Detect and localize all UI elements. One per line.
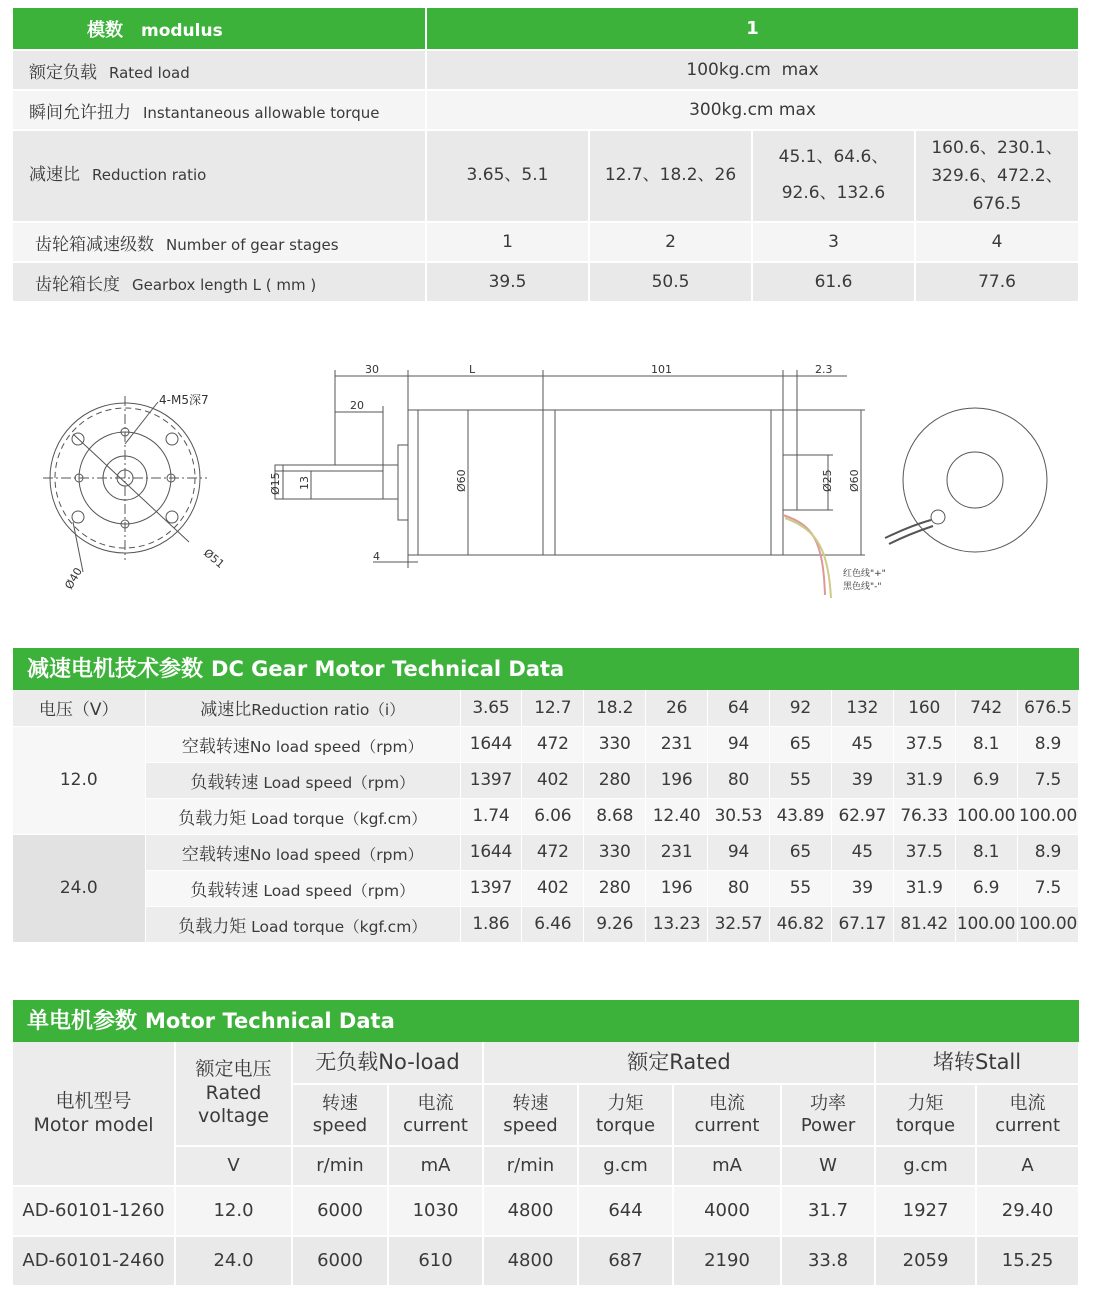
value-cell: 30.53 — [708, 798, 770, 834]
ratio-col-header: 26 — [646, 690, 708, 726]
value-cell: 31.7 — [781, 1186, 875, 1236]
voltage-cell: 24.0 — [13, 834, 145, 942]
rated-load-value: 100kg.cm max — [426, 50, 1079, 90]
value-cell: 1397 — [460, 762, 522, 798]
row-label: 负载力矩 Load torque（kgf.cm） — [145, 798, 460, 834]
gearbox-spec-table — [13, 8, 1080, 303]
value-cell: 55 — [769, 870, 831, 906]
value-cell: 1644 — [460, 726, 522, 762]
modulus-label: 模数 modulus — [13, 8, 426, 50]
value-cell: 43.89 — [769, 798, 831, 834]
voltage-cell: 12.0 — [13, 726, 145, 834]
motor-body — [543, 410, 783, 555]
row-label: 负载力矩 Load torque（kgf.cm） — [145, 906, 460, 942]
torque-label: 瞬间允许扭力 Instantaneous allowable torque — [13, 90, 426, 130]
ratio-value: 12.7、18.2、26 — [589, 130, 752, 222]
value-cell: 13.23 — [646, 906, 708, 942]
value-cell: 100.00 — [955, 906, 1017, 942]
length-label: 齿轮箱长度 Gearbox length L ( mm ) — [13, 262, 426, 302]
value-cell: 472 — [522, 726, 584, 762]
value-cell: 1644 — [460, 834, 522, 870]
value-cell: 45 — [831, 834, 893, 870]
unit-cell: g.cm — [875, 1146, 976, 1186]
value-cell: 196 — [646, 870, 708, 906]
stages-value: 2 — [589, 222, 752, 262]
unit-cell: r/min — [292, 1146, 388, 1186]
value-cell: 231 — [646, 834, 708, 870]
unit-cell: V — [175, 1146, 292, 1186]
ratio-col-header: 12.7 — [522, 690, 584, 726]
stages-value: 4 — [915, 222, 1079, 262]
ratio-col-header: 64 — [708, 690, 770, 726]
value-cell: 8.9 — [1017, 834, 1079, 870]
length-value: 50.5 — [589, 262, 752, 302]
motor-section-header: 单电机参数 Motor Technical Data — [13, 1000, 1079, 1042]
front-mount-hole — [166, 433, 178, 445]
front-mount-hole — [72, 511, 84, 523]
gear-motor-table — [13, 690, 1079, 943]
ratio-value: 160.6、230.1、 329.6、472.2、 676.5 — [915, 130, 1079, 222]
dim-d15-label: Ø15 — [269, 472, 282, 495]
voltage-header: 额定电压 Rated voltage — [175, 1042, 292, 1146]
value-cell: 12.40 — [646, 798, 708, 834]
value-cell: 610 — [388, 1236, 483, 1286]
torque-value: 300kg.cm max — [426, 90, 1079, 130]
flange-step — [398, 445, 408, 520]
value-cell: 46.82 — [769, 906, 831, 942]
value-cell: 330 — [584, 726, 646, 762]
value-cell: 24.0 — [175, 1236, 292, 1286]
end-boss — [783, 455, 797, 510]
value-cell: 15.25 — [976, 1236, 1079, 1286]
unit-cell: A — [976, 1146, 1079, 1186]
value-cell: 45 — [831, 726, 893, 762]
value-cell: 80 — [708, 870, 770, 906]
value-cell: 1030 — [388, 1186, 483, 1236]
dim-d60b-label: Ø60 — [848, 469, 861, 492]
torque-row — [13, 90, 1079, 130]
value-cell: 4800 — [483, 1186, 578, 1236]
table-row — [13, 834, 1079, 870]
model-cell: AD-60101-2460 — [13, 1236, 175, 1286]
subheader-cell: 电流 current — [388, 1084, 483, 1146]
rear-wire-exit — [931, 510, 945, 524]
gear-motor-section-header: 减速电机技术参数 DC Gear Motor Technical Data — [13, 648, 1079, 690]
table-row — [13, 870, 1079, 906]
value-cell: 6.46 — [522, 906, 584, 942]
rated-load-row — [13, 50, 1079, 90]
table-row — [13, 798, 1079, 834]
table-row — [13, 726, 1079, 762]
stages-label: 齿轮箱减速级数 Number of gear stages — [13, 222, 426, 262]
rear-outer-circle — [903, 408, 1047, 552]
value-cell: 37.5 — [893, 726, 955, 762]
value-cell: 100.00 — [1017, 798, 1079, 834]
ratio-value: 45.1、64.6、 92.6、132.6 — [752, 130, 915, 222]
unit-cell: g.cm — [578, 1146, 673, 1186]
value-cell: 1927 — [875, 1186, 976, 1236]
value-cell: 32.57 — [708, 906, 770, 942]
dim-4-label: 4 — [373, 550, 380, 563]
subheader-cell: 力矩 torque — [875, 1084, 976, 1146]
value-cell: 4800 — [483, 1236, 578, 1286]
value-cell: 55 — [769, 762, 831, 798]
rated-load-label: 额定负载 Rated load — [13, 50, 426, 90]
row-label: 负载转速 Load speed（rpm） — [145, 870, 460, 906]
stall-group-header: 堵转Stall — [875, 1042, 1079, 1084]
row-label: 空载转速No load speed（rpm） — [145, 834, 460, 870]
value-cell: 100.00 — [1017, 906, 1079, 942]
front-leader — [73, 434, 189, 542]
modulus-value: 1 — [426, 8, 1079, 50]
table-row — [13, 762, 1079, 798]
value-cell: 8.1 — [955, 834, 1017, 870]
subheader-cell: 转速 speed — [292, 1084, 388, 1146]
stages-row — [13, 222, 1079, 262]
subheader-cell: 功率 Power — [781, 1084, 875, 1146]
length-value: 61.6 — [752, 262, 915, 302]
voltage-header: 电压（V） — [13, 690, 145, 726]
value-cell: 9.26 — [584, 906, 646, 942]
model-header: 电机型号 Motor model — [13, 1042, 175, 1186]
dim-13-label: 13 — [298, 476, 311, 490]
ratio-label: 减速比 Reduction ratio — [13, 130, 426, 222]
motor-table — [13, 1042, 1080, 1287]
rear-boss-circle — [947, 452, 1003, 508]
side-view — [269, 363, 886, 598]
value-cell: 65 — [769, 834, 831, 870]
value-cell: 62.97 — [831, 798, 893, 834]
value-cell: 6.06 — [522, 798, 584, 834]
value-cell: 67.17 — [831, 906, 893, 942]
d40-label: Ø40 — [62, 565, 85, 592]
ratio-col-header: 676.5 — [1017, 690, 1079, 726]
value-cell: 2190 — [673, 1236, 781, 1286]
ratio-col-header: 132 — [831, 690, 893, 726]
dim-20-label: 20 — [350, 399, 364, 412]
subheader-cell: 转速 speed — [483, 1084, 578, 1146]
value-cell: 280 — [584, 762, 646, 798]
value-cell: 100.00 — [955, 798, 1017, 834]
unit-cell: mA — [673, 1146, 781, 1186]
dim-d60a-label: Ø60 — [455, 469, 468, 492]
ratio-col-header: 160 — [893, 690, 955, 726]
value-cell: 37.5 — [893, 834, 955, 870]
length-value: 39.5 — [426, 262, 589, 302]
rated-group-header: 额定Rated — [483, 1042, 875, 1084]
value-cell: 472 — [522, 834, 584, 870]
dim-30-label: 30 — [365, 363, 379, 376]
unit-cell: W — [781, 1146, 875, 1186]
motor-group-header-row — [13, 1042, 1079, 1084]
value-cell: 196 — [646, 762, 708, 798]
value-cell: 402 — [522, 762, 584, 798]
value-cell: 80 — [708, 762, 770, 798]
ratio-col-header: 3.65 — [460, 690, 522, 726]
value-cell: 8.1 — [955, 726, 1017, 762]
value-cell: 6.9 — [955, 762, 1017, 798]
value-cell: 81.42 — [893, 906, 955, 942]
ratio-col-header: 742 — [955, 690, 1017, 726]
dim-d25-label: Ø25 — [821, 469, 834, 492]
value-cell: 94 — [708, 834, 770, 870]
noload-group-header: 无负载No-load — [292, 1042, 483, 1084]
value-cell: 76.33 — [893, 798, 955, 834]
gear-motor-header-row — [13, 690, 1079, 726]
front-view — [43, 393, 227, 592]
value-cell: 94 — [708, 726, 770, 762]
d51-label: Ø51 — [201, 546, 227, 571]
value-cell: 6000 — [292, 1186, 388, 1236]
output-shaft — [275, 465, 398, 499]
row-label: 空载转速No load speed（rpm） — [145, 726, 460, 762]
value-cell: 2059 — [875, 1236, 976, 1286]
motor-technical-drawing — [13, 340, 1079, 610]
value-cell: 8.68 — [584, 798, 646, 834]
gearbox-body — [408, 410, 543, 555]
value-cell: 330 — [584, 834, 646, 870]
value-cell: 7.5 — [1017, 762, 1079, 798]
model-cell: AD-60101-1260 — [13, 1186, 175, 1236]
dim-L-label: L — [469, 363, 476, 376]
value-cell: 644 — [578, 1186, 673, 1236]
value-cell: 12.0 — [175, 1186, 292, 1236]
spec-header-row — [13, 8, 1079, 50]
holes-label: 4-M5深7 — [159, 393, 209, 407]
value-cell: 29.40 — [976, 1186, 1079, 1236]
table-row — [13, 906, 1079, 942]
stages-value: 3 — [752, 222, 915, 262]
unit-cell: mA — [388, 1146, 483, 1186]
table-row — [13, 1236, 1079, 1286]
unit-cell: r/min — [483, 1146, 578, 1186]
subheader-cell: 电流 current — [976, 1084, 1079, 1146]
stages-value: 1 — [426, 222, 589, 262]
value-cell: 280 — [584, 870, 646, 906]
ratio-col-header: 92 — [769, 690, 831, 726]
value-cell: 39 — [831, 870, 893, 906]
value-cell: 65 — [769, 726, 831, 762]
rear-wire — [889, 526, 933, 544]
ratio-row — [13, 130, 1079, 222]
subheader-cell: 力矩 torque — [578, 1084, 673, 1146]
value-cell: 231 — [646, 726, 708, 762]
black-wire-label: 黑色线"-" — [843, 582, 882, 592]
front-mount-hole — [166, 511, 178, 523]
value-cell: 6.9 — [955, 870, 1017, 906]
subheader-cell: 电流 current — [673, 1084, 781, 1146]
rear-view — [885, 408, 1047, 552]
value-cell: 31.9 — [893, 762, 955, 798]
value-cell: 1.86 — [460, 906, 522, 942]
value-cell: 7.5 — [1017, 870, 1079, 906]
ratio-header: 减速比Reduction ratio（i） — [145, 690, 460, 726]
dim-2-3-label: 2.3 — [815, 363, 833, 376]
ratio-col-header: 18.2 — [584, 690, 646, 726]
ratio-value: 3.65、5.1 — [426, 130, 589, 222]
length-row — [13, 262, 1079, 302]
value-cell: 39 — [831, 762, 893, 798]
table-row — [13, 1186, 1079, 1236]
value-cell: 1.74 — [460, 798, 522, 834]
value-cell: 33.8 — [781, 1236, 875, 1286]
value-cell: 31.9 — [893, 870, 955, 906]
value-cell: 6000 — [292, 1236, 388, 1286]
row-label: 负载转速 Load speed（rpm） — [145, 762, 460, 798]
value-cell: 1397 — [460, 870, 522, 906]
dim-101-label: 101 — [651, 363, 672, 376]
length-value: 77.6 — [915, 262, 1079, 302]
value-cell: 4000 — [673, 1186, 781, 1236]
value-cell: 687 — [578, 1236, 673, 1286]
value-cell: 8.9 — [1017, 726, 1079, 762]
red-wire-label: 红色线"+" — [843, 569, 886, 579]
value-cell: 402 — [522, 870, 584, 906]
